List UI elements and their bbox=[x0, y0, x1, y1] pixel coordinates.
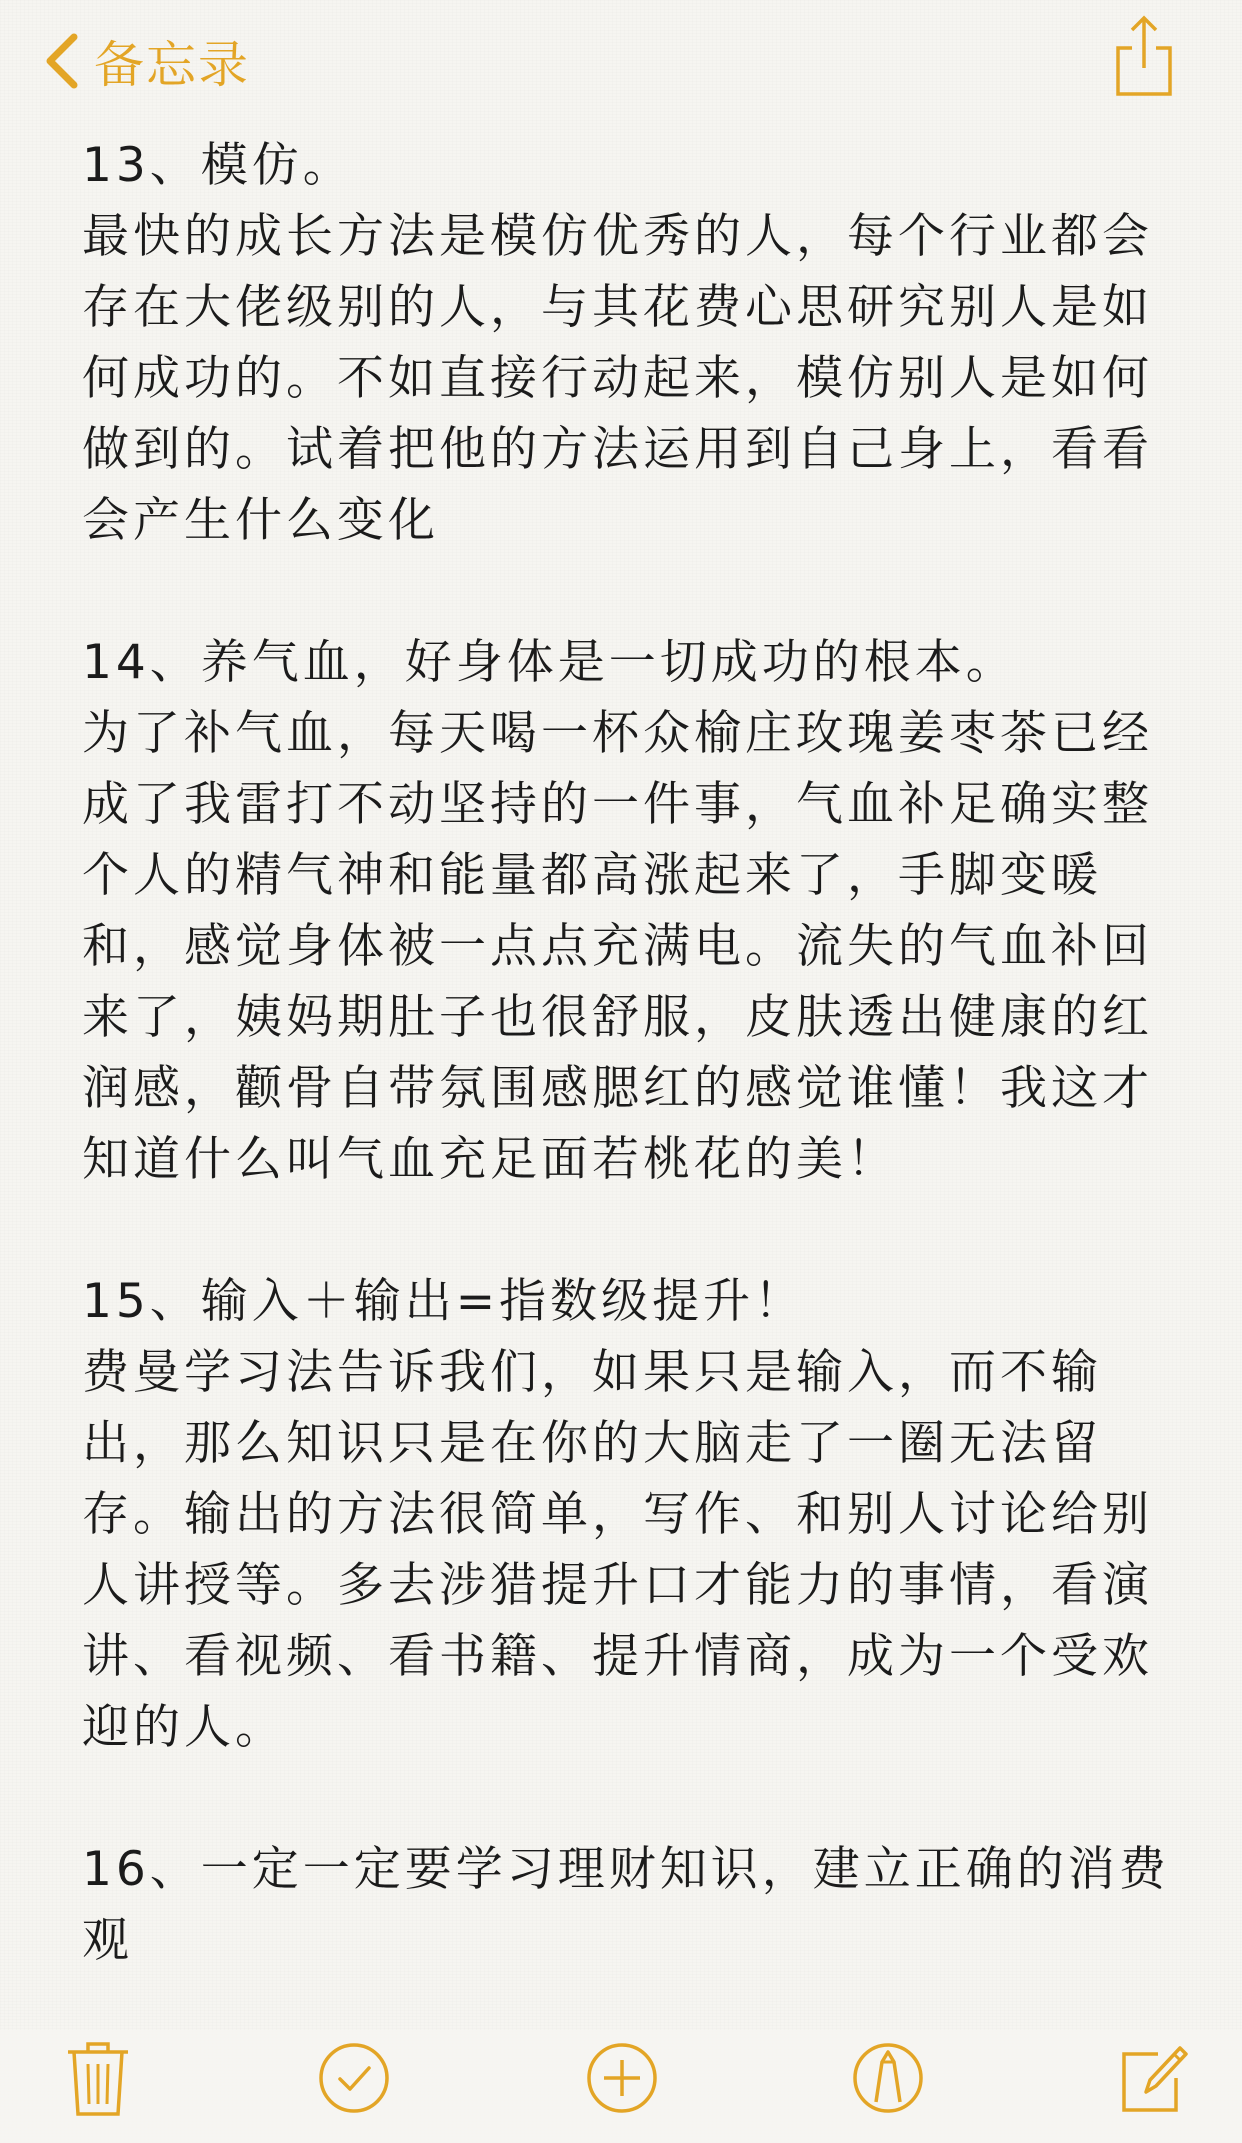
checklist-button[interactable] bbox=[314, 2036, 394, 2120]
navigation-bar bbox=[0, 0, 1242, 130]
note-section-13 bbox=[82, 130, 1172, 556]
section-title: 13、模仿。 bbox=[82, 138, 354, 193]
share-button[interactable] bbox=[1112, 14, 1176, 100]
share-icon bbox=[1112, 14, 1176, 100]
section-title: 15、输入＋输出=指数级提升！ bbox=[82, 1274, 806, 1329]
section-body: 为了补气血，每天喝一杯众榆庄玫瑰姜枣茶已经成了我雷打不动坚持的一件事，气血补足确实整个人的精气神和能量都高涨起来了，手脚变暖和，感觉身体被一点点充满电。流失的气血补回来了，姨妈期肚子也很舒服，皮肤透出健康的红润感，颧骨自带氛围感腮红的感觉谁懂！我这才知道什么叫气血充足面若桃花的美！ bbox=[82, 706, 1153, 1187]
back-button[interactable] bbox=[40, 28, 250, 94]
note-content[interactable] bbox=[82, 130, 1172, 2010]
note-section-15 bbox=[82, 1266, 1172, 1763]
checklist-icon bbox=[314, 2036, 394, 2120]
back-label: 备忘录 bbox=[94, 36, 250, 94]
delete-button[interactable] bbox=[58, 2036, 138, 2120]
section-title: 14、养气血，好身体是一切成功的根本。 bbox=[82, 635, 1017, 690]
chevron-left-icon bbox=[40, 31, 84, 91]
section-body: 费曼学习法告诉我们，如果只是输入，而不输出，那么知识只是在你的大脑走了一圈无法留存。输出的方法很简单，写作、和别人讨论给别人讲授等。多去涉猎提升口才能力的事情，看演讲、看视频、看书籍、提升情商，成为一个受欢迎的人。 bbox=[82, 1345, 1153, 1755]
section-title: 16、一定一定要学习理财知识，建立正确的消费观 bbox=[82, 1842, 1170, 1968]
add-button[interactable] bbox=[582, 2036, 662, 2120]
compose-icon bbox=[1112, 2036, 1192, 2120]
trash-icon bbox=[58, 2036, 138, 2120]
add-icon bbox=[582, 2036, 662, 2120]
section-body: 最快的成长方法是模仿优秀的人，每个行业都会存在大佬级别的人，与其花费心思研究别人是如何成功的。不如直接行动起来，模仿别人是如何做到的。试着把他的方法运用到自己身上，看看会产生什么变化 bbox=[82, 209, 1153, 548]
note-section-16 bbox=[82, 1834, 1172, 1976]
note-section-14 bbox=[82, 627, 1172, 1195]
markup-icon bbox=[848, 2036, 928, 2120]
compose-button[interactable] bbox=[1112, 2036, 1192, 2120]
bottom-toolbar bbox=[0, 2030, 1242, 2143]
markup-button[interactable] bbox=[848, 2036, 928, 2120]
